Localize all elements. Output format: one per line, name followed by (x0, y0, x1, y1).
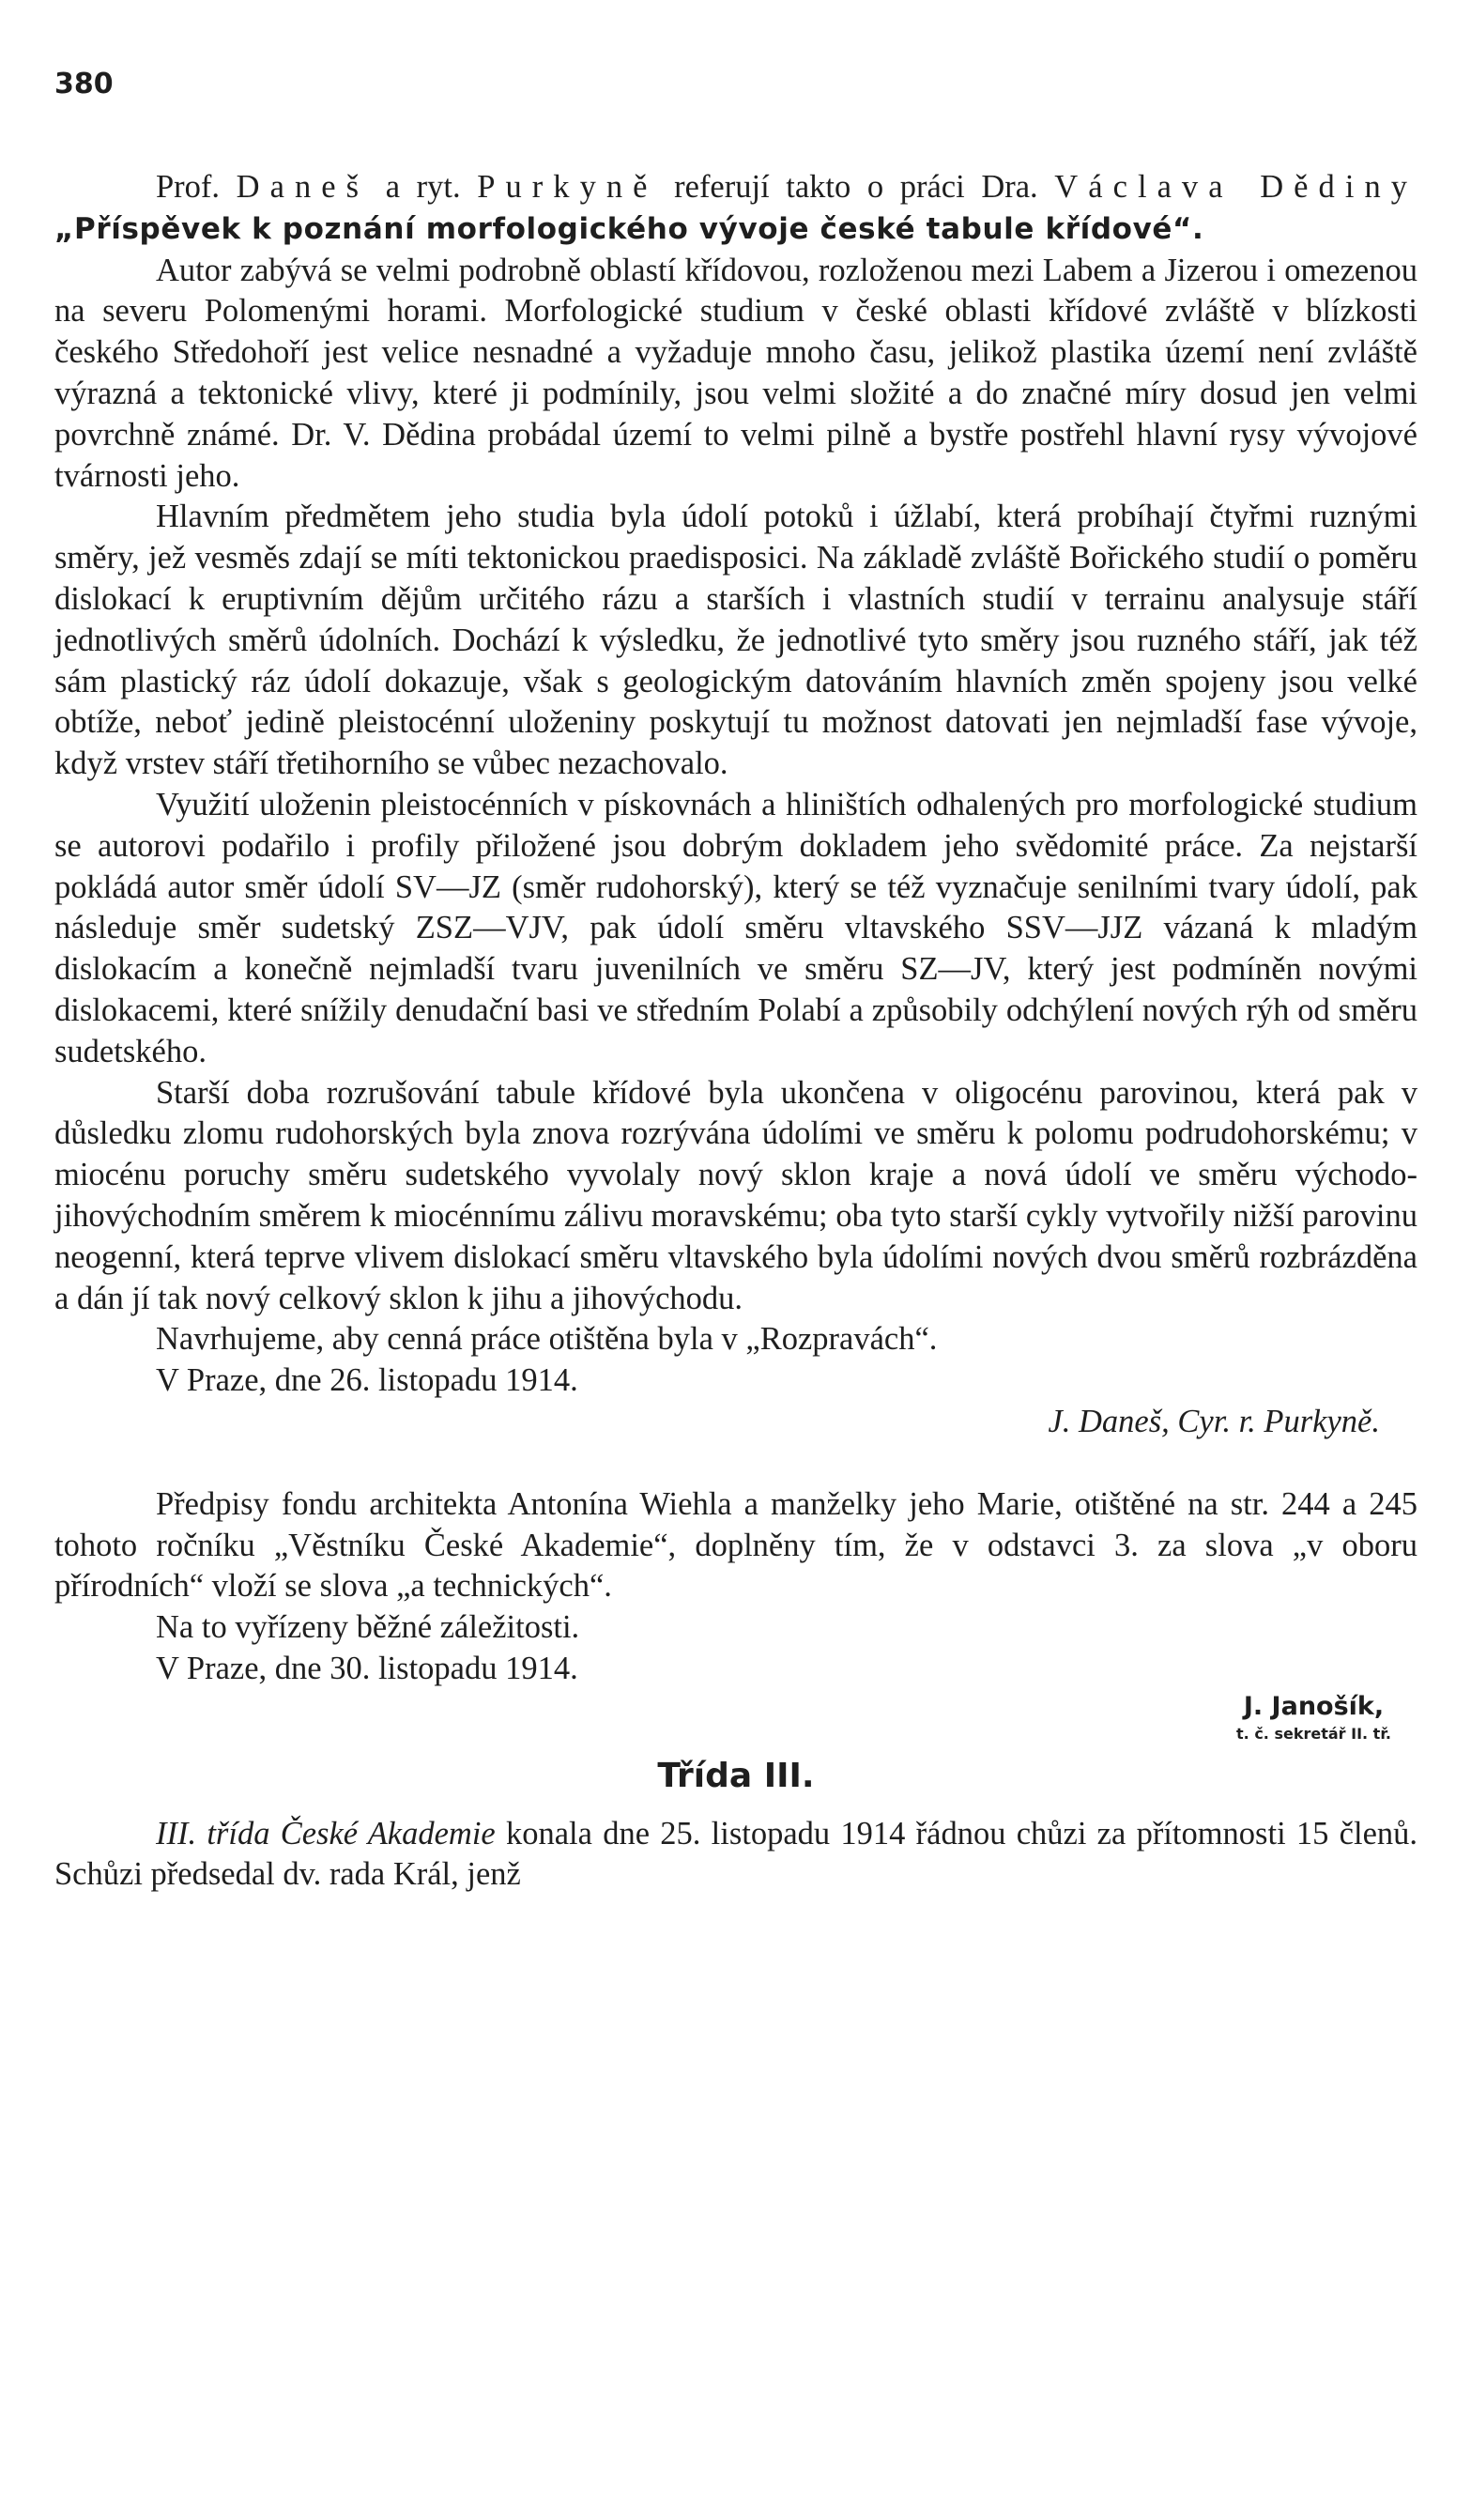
report-date: V Praze, dne 26. listopadu 1914. (156, 1362, 578, 1399)
report-proposal: Navrhujeme, aby cenná práce otištěna byla v „Rozpravách“. (156, 1321, 938, 1358)
wiehl-date: V Praze, dne 30. listopadu 1914. (156, 1650, 578, 1686)
intro-text-b: a ryt. (385, 169, 461, 205)
report-signature: J. Daneš, Cyr. r. Purkyně. (1048, 1403, 1380, 1439)
section-gap (54, 1443, 1417, 1484)
author-name-dedina: Václava Dědiny (1054, 169, 1418, 205)
report-paragraph-1: Autor zabývá se velmi podrobně oblastí křídovou, rozloženou mezi Labem a Jizerou i omezenou na severu Polomenými horami. Morfologické studium v české oblasti křídové zvláště v blízkosti českého Středohoří jest velice nesnadné a vyžaduje mnoho času, jelikož plastika území není zvláště výrazná a tektonické vlivy, které ji podmínily, jsou velmi složité a do značné míry dosud jen velmi povrchně známé. Dr. V. Dědina probádal území to velmi pilně a bystře postřehl hlavní rysy vývojové tvárnosti jeho. (54, 252, 1417, 494)
secretary-signature-block (1236, 1690, 1391, 1744)
author-name-danes: Daneš (236, 169, 370, 205)
report-paragraph-3: Využití uloženin pleistocénních v pískovnách a hliništích odhalených pro morfologické studium se autorovi podařilo i profily přiložené jsou dobrým dokladem jeho svědomité práce. Za nejstarší pokládá autor směr údolí SV—JZ (směr rudohorský), který se též vyznačuje senilními tvary údolí, pak následuje směr sudetský ZSZ—VJV, pak údolí směru vltavského SSV—JJZ vázaná k mladým dislokacím a konečně nejmladší tvaru juvenilních ve směru SZ—JV, který jest podmíněn novými dislokacemi, které snížily denudační basi ve středním Polabí a způsobily odchýlení nových rýh od směru sudetského. (54, 786, 1417, 1069)
wiehl-paragraph: Předpisy fondu architekta Antonína Wiehla a manželky jeho Marie, otištěné na str. 244 a 245 tohoto ročníku „Věstníku České Akademie“, doplněny tím, že v odstavci 3. za slova „v oboru přírodních“ vloží se slova „a technických“. (54, 1485, 1417, 1605)
intro-text-a: Prof. (156, 169, 221, 205)
wiehl-business: Na to vyřízeny běžné záležitosti. (156, 1609, 580, 1646)
work-title: „Příspěvek k poznání morfologického vývoje české tabule křídové“. (54, 211, 1204, 246)
report-paragraph-2: Hlavním předmětem jeho studia byla údolí potoků i úžlabí, která probíhají čtyřmi ruznými směry, jež vesměs zdají se míti tektonickou praedisposici. Na základě zvláště Bořického studií o poměru dislokací k eruptivním dějům určitého rázu a starších i vlastních studií v terrainu analysuje stáří jednotlivých směrů údolních. Dochází k výsledku, že jednotlivé tyto směry jsou ruzného stáří, jak též sám plastický ráz údolí dokazuje, však s geologickým datováním hlavních změn spojeny jsou velké obtíže, neboť jedině pleistocénní uloženiny poskytují tu možnost datovati jen nejmladší fase vývoje, když vrstev stáří třetihorního se vůbec nezachovalo. (54, 499, 1417, 782)
section-heading: Třída III. (657, 1756, 815, 1795)
page-body (54, 167, 1417, 1896)
trida3-text: konala dne 25. listopadu 1914 řádnou chůzi za přítomnosti 15 členů. Schůzi předsedal dv. rada Král, jenž (54, 1815, 1418, 1893)
page-number: 380 (54, 68, 114, 100)
trida3-paragraph (54, 1814, 1417, 1897)
intro-text-c: referují takto o práci Dra. (674, 169, 1038, 205)
author-name-purkyne: Purkyně (477, 169, 658, 205)
report-paragraph-4: Starší doba rozrušování tabule křídové byla ukončena v oligocénu parovinou, která pak v důsledku zlomu rudohorských byla znova rozrývána údolími ve směru k polomu podrudohorskému; v miocénu poruchy směru sudetského vyvolaly nový sklon kraje a nová údolí ve směru východo-jihovýchodním směrem k miocénnímu zálivu moravskému; oba tyto starší cykly vytvořily nižší parovinu neogenní, která teprve vlivem dislokací směru vltavského byla údolími nových dvou směrů rozbrázděna a dán jí tak nový celkový sklon k jihu a jihovýchodu. (54, 1074, 1417, 1316)
secretary-name: J. Janošík, (1243, 1691, 1385, 1721)
trida3-italic-lead: III. třída České Akademie (156, 1815, 496, 1852)
report-intro (54, 167, 1417, 251)
secretary-signature (54, 1690, 1417, 1744)
secretary-role: t. č. sekretář II. tř. (1236, 1724, 1391, 1743)
